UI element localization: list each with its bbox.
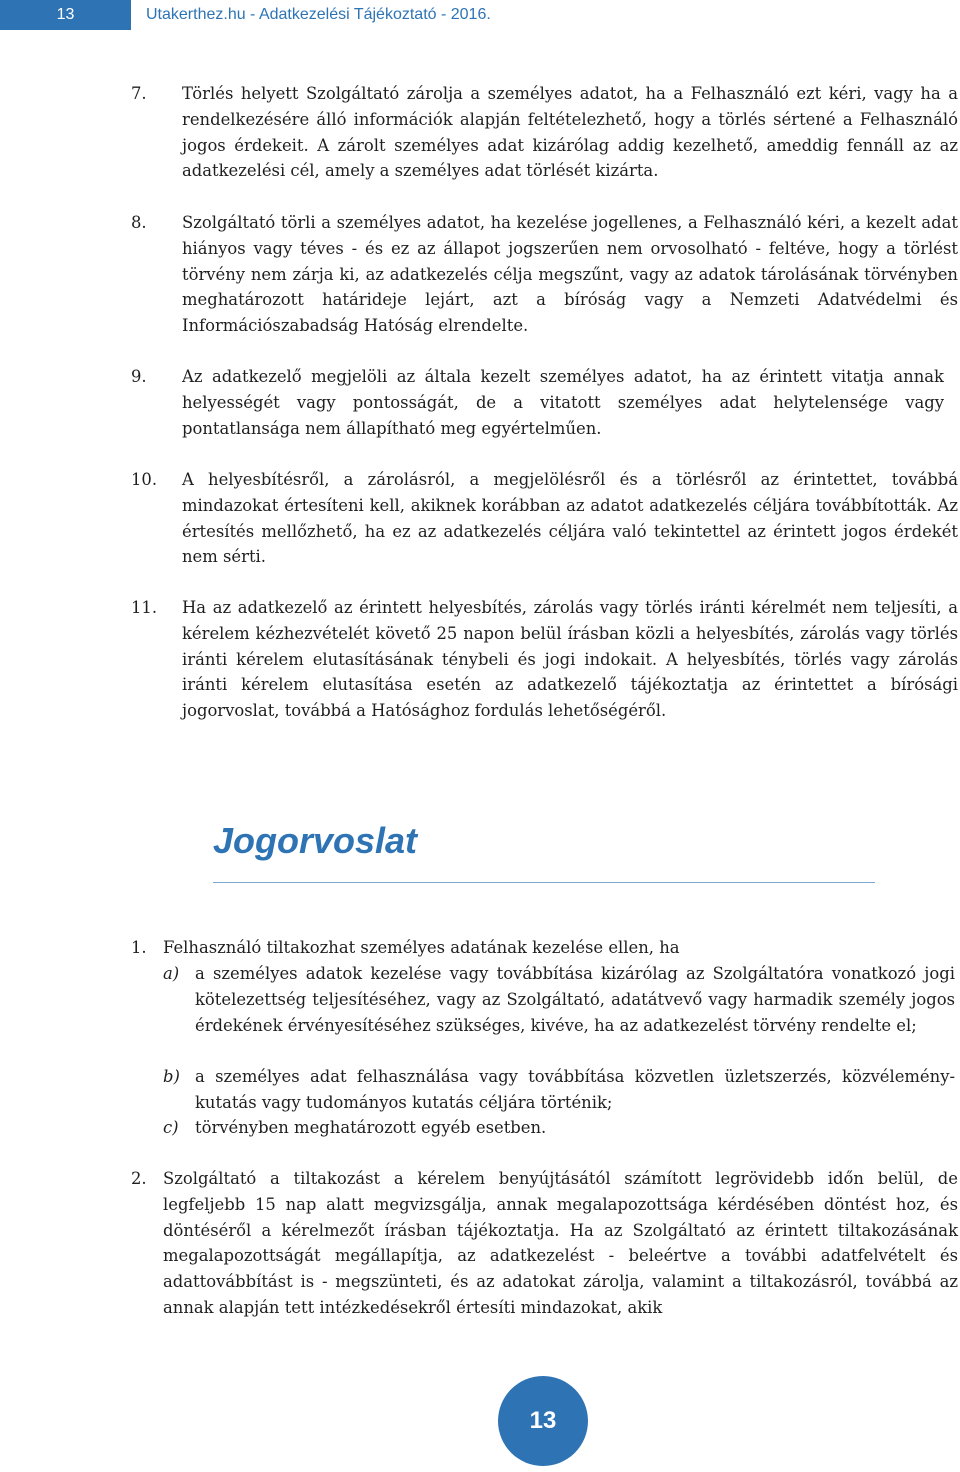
list-item-11	[131, 595, 960, 755]
page-header	[0, 0, 960, 30]
subitem-c	[163, 1115, 960, 1143]
heading-divider	[213, 882, 875, 883]
item-text: A helyesbítésről, a zárolásról, a megjelölésről és a törlésről az érintettet, továbbá mindazokat értesíteni kell, akiknek korábban az adatot adatkezelés céljára továbbították. Az értesítés mellőzhető, ha ez az adatkezelés céljára való tekintettel az érintett jogos érdekét nem sérti.	[182, 470, 958, 567]
item-text: Törlés helyett Szolgáltató zárolja a személyes adatot, ha a Felhasználó ezt kéri, vagy ha a rendelkezésére álló információk alapján feltételezhető, hogy a törlés sértené a Felhasználó jogos érdekeit. A zárolt személyes adat kizárólag addig kezelhető, ameddig fennáll az az adatkezelési cél, amely a személyes adat törlését kizárta.	[182, 84, 958, 181]
subitem-text: törvényben meghatározott egyéb esetben.	[195, 1118, 547, 1137]
item-text: Szolgáltató a tiltakozást a kérelem benyújtásától számított legrövidebb időn belül, de legfeljebb 15 nap alatt megvizsgálja, annak megalapozottsága kérdésében döntést hoz, és döntéséről a kérelmezőt írásban tájékoztatja. Ha az Szolgáltató az érintett tiltakozásának megalapozottságát megállapítja, az adatkezelést - beleértve a további adatfelvételt és adattovábbítást is - megszünteti, és az adatokat zárolja, valamint a tiltakozásról, továbbá az annak alapján tett intézkedésekről értesíti mindazokat, akik	[163, 1169, 958, 1317]
section-heading: Jogorvoslat	[213, 820, 418, 861]
item-text: Szolgáltató törli a személyes adatot, ha kezelése jogellenes, a Felhasználó kéri, a kezelt adat hiányos vagy téves - és ez az állapot jogszerűen nem orvosolható - feltéve, hogy a törlést törvény nem zárja ki, az adatkezelés célja megszűnt, vagy az adatok tárolásának törvényben meghatározott határideje lejárt, azt a bíróság vagy a Nemzeti Adatvédelmi és Információszabadság Hatóság elrendelte.	[182, 213, 958, 336]
item-number: 10.	[131, 470, 158, 489]
list-item-10	[131, 467, 960, 577]
subitem-text: a személyes adatok kezelése vagy továbbítása kizárólag az Szolgáltatóra vonatkozó jogi kötelezettség teljesítéséhez, vagy az Szolgáltató, adatátvevő vagy harmadik személy jogos érdekének érvényesítéséhez szükséges, kivéve, ha az adatkezelést törvény rendelte el;	[195, 964, 955, 1035]
jogorvoslat-item-1	[131, 935, 960, 963]
subitem-letter: a)	[163, 964, 180, 983]
list-item-8	[131, 210, 960, 345]
item-number: 2.	[131, 1169, 147, 1188]
list-item-7	[131, 81, 960, 191]
subitem-letter: b)	[163, 1067, 180, 1086]
jogorvoslat-item-2	[131, 1166, 960, 1326]
header-title: Utakerthez.hu - Adatkezelési Tájékoztató - 2016.	[146, 6, 491, 23]
item-number: 1.	[131, 938, 147, 957]
subitem-b	[163, 1064, 960, 1119]
item-number: 9.	[131, 367, 147, 386]
item-intro: Felhasználó tiltakozhat személyes adatának kezelése ellen, ha	[163, 938, 680, 957]
list-item-9	[131, 364, 960, 449]
footer-page-number: 13	[498, 1376, 588, 1466]
item-text: Ha az adatkezelő az érintett helyesbítés, zárolás vagy törlés iránti kérelmét nem teljesíti, a kérelem kézhezvételét követő 25 napon belül írásban közli a helyesbítés, zárolás vagy törlés iránti kérelem elutasításának ténybeli és jogi indokait. A helyesbítés, törlés vagy zárolás iránti kérelem elutasítása esetén az adatkezelő tájékoztatja az érintettet a bírósági jogorvoslat, továbbá a Hatósághoz fordulás lehetőségéről.	[182, 598, 958, 721]
subitem-a	[163, 961, 960, 1071]
item-text: Az adatkezelő megjelöli az általa kezelt személyes adatot, ha az érintett vitatja annak helyességét vagy pontosságát, de a vitatott személyes adat helytelensége vagy pontatlansága nem állapítható meg egyértelműen.	[182, 367, 944, 438]
item-number: 11.	[131, 598, 158, 617]
header-page-number: 13	[0, 0, 131, 30]
item-number: 7.	[131, 84, 147, 103]
subitem-letter: c)	[163, 1118, 179, 1137]
subitem-text: a személyes adat felhasználása vagy továbbítása közvetlen üzletszerzés, közvélemény-kutatás vagy tudományos kutatás céljára történik;	[195, 1067, 955, 1112]
item-number: 8.	[131, 213, 147, 232]
